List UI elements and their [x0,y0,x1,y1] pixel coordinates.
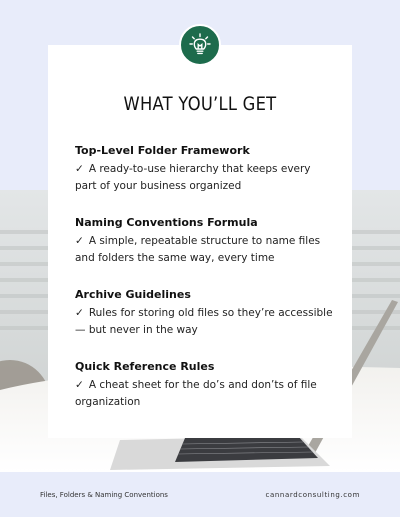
checkmark-icon: ✓ [75,235,84,247]
benefit-description [75,233,335,267]
footer [0,472,400,517]
benefit-description [75,161,335,195]
checkmark-icon: ✓ [75,163,84,175]
checkmark-icon: ✓ [75,379,84,391]
card-title: WHAT YOU’LL GET [123,93,277,115]
benefit-text: A simple, repeatable structure to name files and folders the same way, every time [75,235,321,264]
benefit-item [75,215,335,267]
benefit-heading: Naming Conventions Formula [75,216,258,229]
benefit-description [75,305,335,339]
footer-document-title: Files, Folders & Naming Conventions [40,491,168,499]
benefit-item [75,359,335,411]
benefit-heading: Archive Guidelines [75,288,191,301]
content-card [48,45,352,438]
benefits-list [75,143,335,431]
benefit-text: Rules for storing old files so they’re accessible — but never in the way [75,307,333,336]
benefit-heading: Quick Reference Rules [75,360,215,373]
footer-website: cannardconsulting.com [265,491,360,499]
lightbulb-glyph [187,32,213,58]
benefit-description [75,377,335,411]
benefit-item [75,287,335,339]
benefit-heading: Top-Level Folder Framework [75,144,250,157]
benefit-text: A ready-to-use hierarchy that keeps every part of your business organized [75,163,311,192]
benefit-text: A cheat sheet for the do’s and don’ts of file organization [75,379,317,408]
checkmark-icon: ✓ [75,307,84,319]
benefit-item [75,143,335,195]
lightbulb-icon [179,24,221,66]
